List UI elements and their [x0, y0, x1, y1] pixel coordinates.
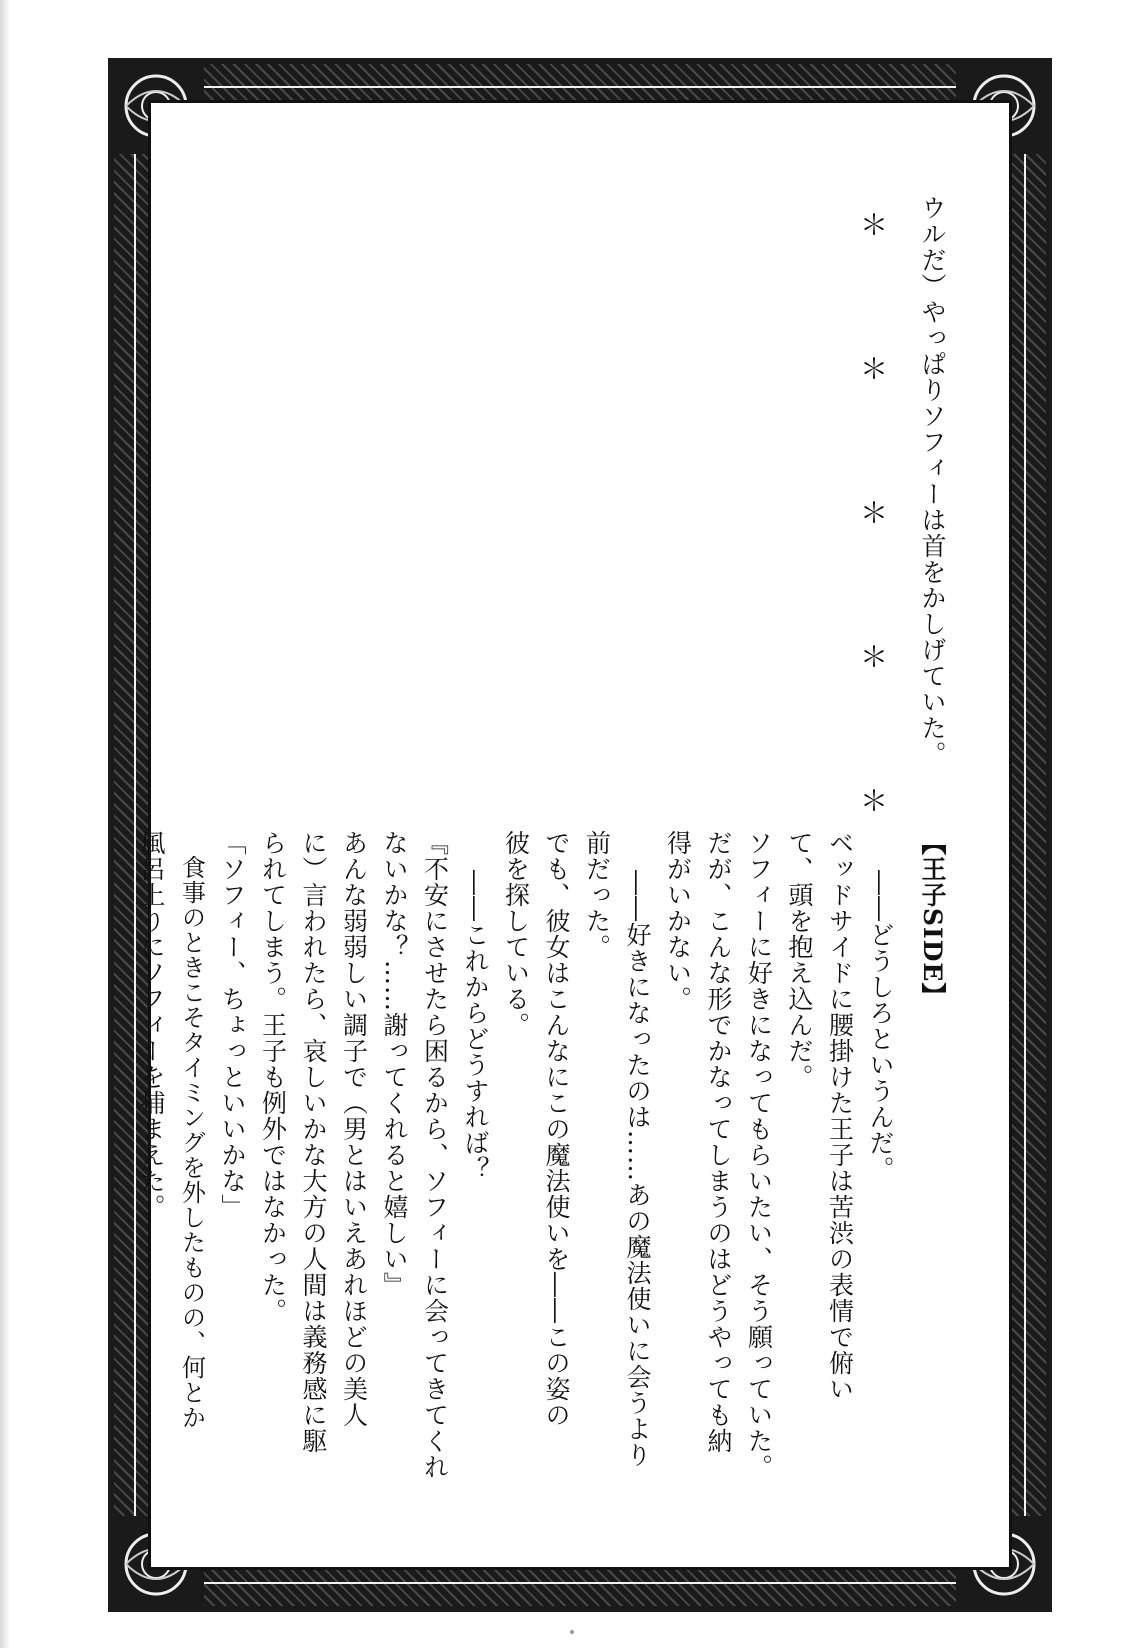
text-line: られてしまう。王子も例外ではなかった。 [258, 830, 288, 1324]
page-mark [570, 1630, 574, 1634]
text-line: て、頭を抱え込んだ。 [785, 830, 814, 1090]
text-line: 彼を探している。 [501, 830, 531, 1038]
text-line: だが、こんな形でかなってしまうのはどうやっても納 [704, 830, 733, 1454]
text-line: ないかな？……謝ってくれると嬉しい』 [380, 830, 409, 1298]
text-line: 食事のときこそタイミングを外したものの、何とか [177, 855, 206, 1430]
text-line: ――これからどうすれば？ [461, 870, 490, 1182]
text-line-last: 風呂上りにソフィーを捕まえた。 [137, 830, 166, 1220]
text-line: 「ソフィー、ちょっといいかな」 [218, 830, 247, 1220]
text-line: ――好きになったのは……あの魔法使いに会うより [623, 870, 652, 1468]
text-line: ウルだ）やっぱりソフィーは首をかしげていた。 [918, 195, 947, 767]
scan-edge [0, 0, 10, 1648]
scene-break-asterisks: ＊ ＊ ＊ ＊ ＊ [856, 210, 889, 834]
text-line: ソフィーに好きになってもらいたい、そう願っていた。 [744, 830, 774, 1480]
section-heading: 【王子SIDE】 [918, 830, 947, 1009]
text-line: ――どうしろというんだ。 [866, 870, 895, 1182]
text-line: 得がいかない。 [663, 830, 693, 1012]
text-line: あんな弱弱しい調子で（男とはいえあれほどの美人 [339, 830, 369, 1428]
text-line: 前だった。 [582, 830, 612, 960]
text-line: 『不安にさせたら困るから、ソフィーに会ってきてくれ [420, 830, 450, 1480]
text-line: に）言われたら、哀しいかな大方の人間は義務感に駆 [299, 830, 328, 1454]
text-line: でも、彼女はこんなにこの魔法使いを――この姿の [542, 830, 571, 1428]
text-line: ベッドサイドに腰掛けた王子は苦渋の表情で俯い [825, 830, 855, 1402]
